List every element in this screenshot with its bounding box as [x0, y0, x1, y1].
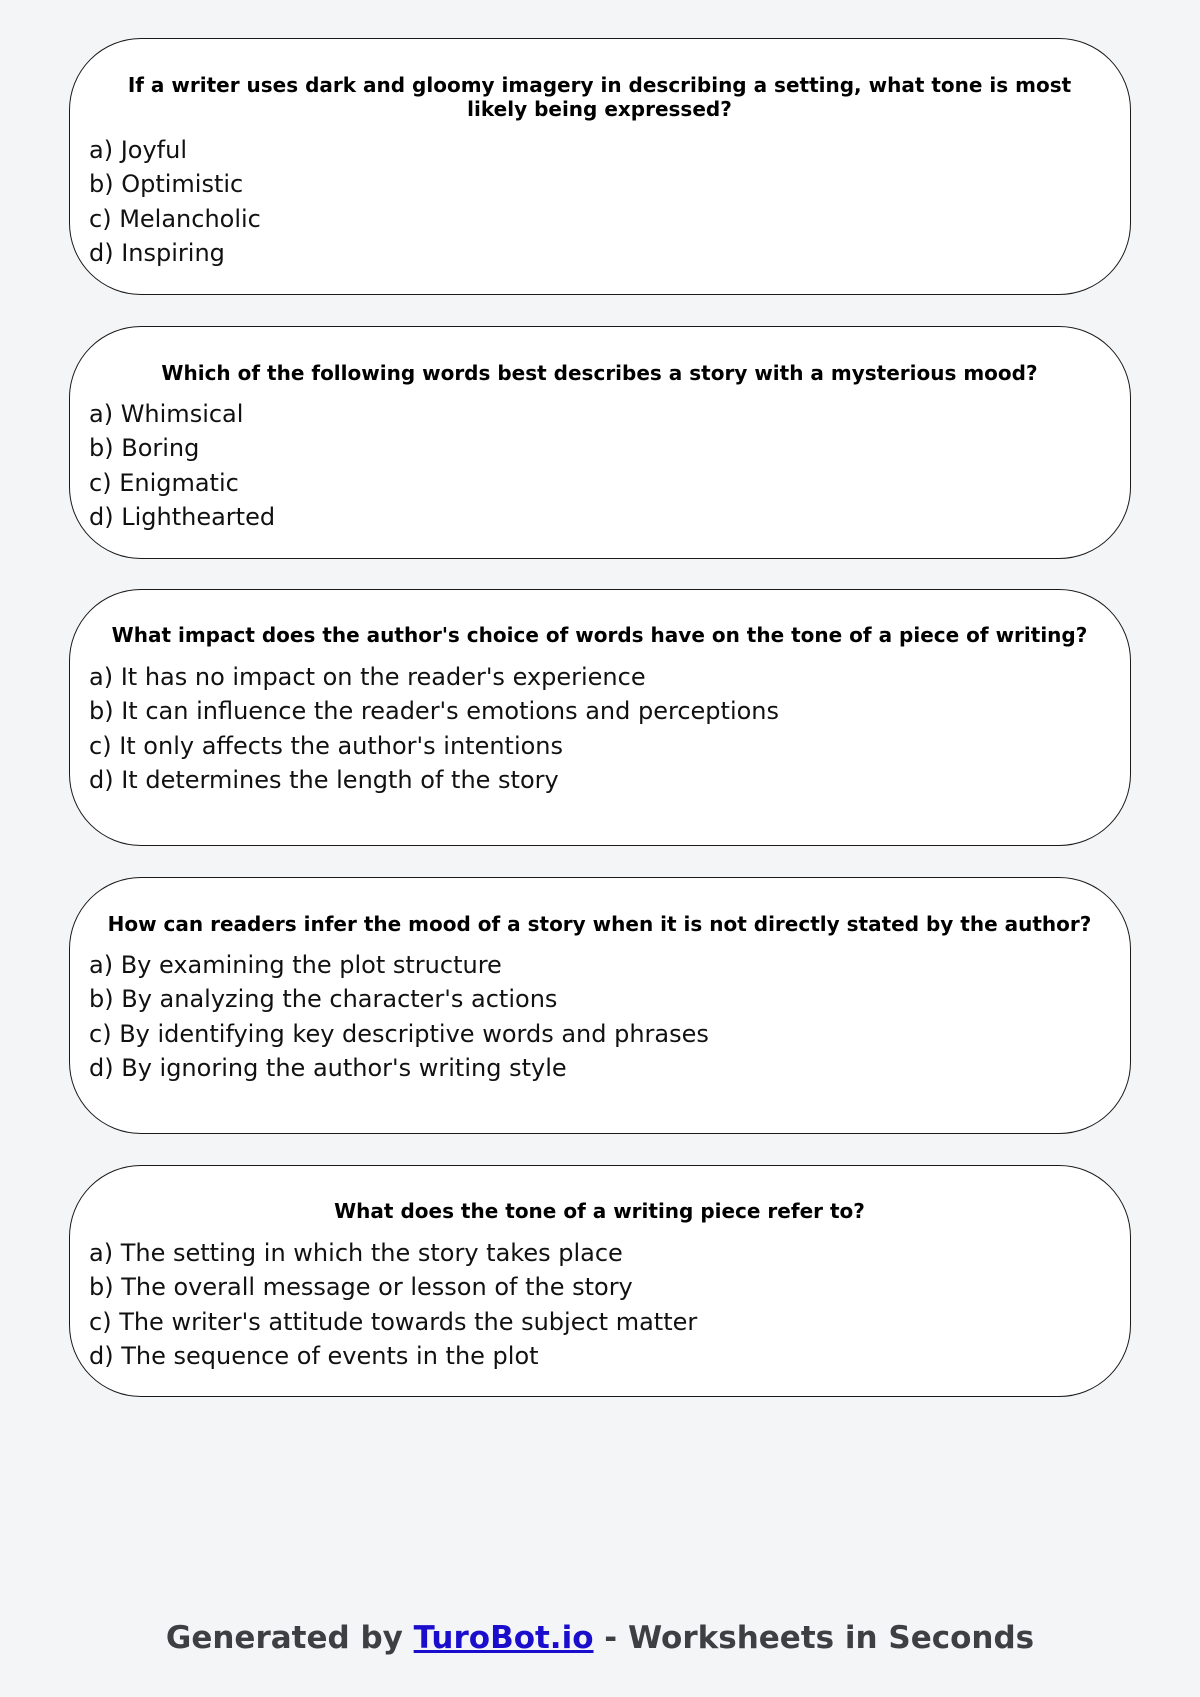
question-text: How can readers infer the mood of a story when it is not directly stated by the author?: [107, 912, 1092, 936]
footer: [0, 1616, 1200, 1660]
turobot-link[interactable]: TuroBot.io: [413, 1620, 594, 1656]
footer-prefix: Generated by: [165, 1620, 414, 1656]
option-d: d) It determines the length of the story: [89, 766, 559, 795]
question-text: If a writer uses dark and gloomy imagery in describing a setting, what tone is most likely being expressed?: [127, 73, 1072, 121]
option-c: c) Enigmatic: [89, 468, 239, 497]
question-card-1: [69, 38, 1131, 295]
option-c: c) Melancholic: [89, 204, 261, 233]
option-b: b) The overall message or lesson of the story: [89, 1273, 633, 1302]
question-text: Which of the following words best describes a story with a mysterious mood?: [161, 361, 1038, 385]
question-text: What impact does the author's choice of words have on the tone of a piece of writing?: [111, 623, 1088, 647]
option-a: a) It has no impact on the reader's experience: [89, 663, 646, 691]
question-card-5: [69, 1165, 1131, 1397]
option-c: c) The writer's attitude towards the subject matter: [89, 1307, 698, 1336]
option-d: d) Lighthearted: [89, 503, 276, 532]
option-d: d) Inspiring: [89, 239, 225, 268]
option-a: a) Joyful: [89, 136, 187, 164]
question-card-4: [69, 877, 1131, 1134]
option-a: a) Whimsical: [89, 400, 244, 428]
option-c: c) By identifying key descriptive words and phrases: [89, 1019, 709, 1048]
question-text: What does the tone of a writing piece refer to?: [334, 1199, 865, 1223]
option-list: [89, 397, 1110, 535]
option-list: [89, 1236, 1110, 1374]
option-a: a) By examining the plot structure: [89, 951, 502, 979]
option-list: [89, 948, 1110, 1086]
option-list: [89, 133, 1110, 271]
option-b: b) Boring: [89, 434, 200, 463]
question-card-2: [69, 326, 1131, 559]
option-c: c) It only affects the author's intentions: [89, 731, 564, 760]
option-b: b) It can influence the reader's emotions and perceptions: [89, 697, 780, 726]
option-b: b) Optimistic: [89, 170, 244, 199]
question-card-3: [69, 589, 1131, 846]
option-list: [89, 660, 1110, 798]
option-a: a) The setting in which the story takes place: [89, 1239, 623, 1267]
option-d: d) By ignoring the author's writing style: [89, 1054, 567, 1083]
option-b: b) By analyzing the character's actions: [89, 985, 558, 1014]
option-d: d) The sequence of events in the plot: [89, 1342, 539, 1371]
footer-suffix: - Worksheets in Seconds: [593, 1620, 1035, 1656]
